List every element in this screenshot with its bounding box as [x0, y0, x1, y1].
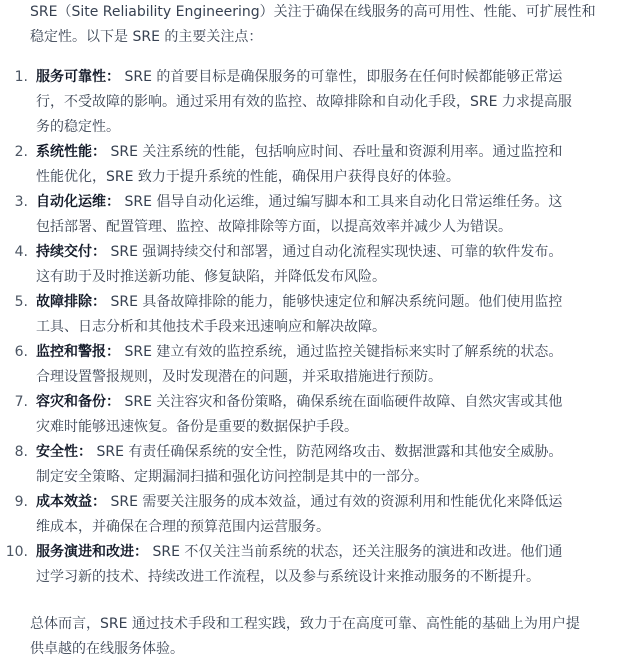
summary-paragraph: 总体而言，SRE 通过技术手段和工程实践，致力于在高度可靠、高性能的基础上为用户提供卓越的在线服务体验。: [30, 616, 580, 657]
list-number: 10.: [5, 544, 28, 560]
list-number: 7.: [14, 394, 28, 410]
list-item: [0, 290, 632, 340]
list-item: [0, 440, 632, 490]
item-text: SRE 建立有效的监控系统，通过监控关键指标来实时了解系统的状态。合理设置警报规则，及时发现潜在的问题，并采取措施进行预防。: [36, 344, 563, 385]
list-number: 5.: [14, 294, 28, 310]
item-text: SRE 强调持续交付和部署，通过自动化流程实现快速、可靠的软件发布。这有助于及时推送新功能、修复缺陷，并降低发布风险。: [36, 244, 563, 285]
item-title: 容灾和备份：: [36, 394, 120, 410]
item-title: 成本效益：: [36, 494, 106, 510]
item-text: SRE 不仅关注当前系统的状态，还关注服务的演进和改进。他们通过学习新的技术、持续改进工作流程，以及参与系统设计来推动服务的不断提升。: [36, 544, 563, 585]
list-item: [0, 540, 632, 590]
list-item: [0, 390, 632, 440]
item-title: 故障排除：: [36, 294, 106, 310]
item-text: SRE 关注容灾和备份策略，确保系统在面临硬件故障、自然灾害或其他灾难时能够迅速恢复。备份是重要的数据保护手段。: [36, 394, 563, 435]
item-title: 持续交付：: [36, 244, 106, 260]
list-item: [0, 490, 632, 540]
item-text: SRE 的首要目标是确保服务的可靠性，即服务在任何时候都能够正常运行，不受故障的影响。通过采用有效的监控、故障排除和自动化手段，SRE 力求提高服务的稳定性。: [36, 69, 572, 135]
list-item: [0, 190, 632, 240]
list-number: 8.: [14, 444, 28, 460]
item-text: SRE 具备故障排除的能力，能够快速定位和解决系统问题。他们使用监控工具、日志分析和其他技术手段来迅速响应和解决故障。: [36, 294, 563, 335]
list-number: 6.: [14, 344, 28, 360]
item-title: 服务可靠性：: [36, 69, 120, 85]
item-text: SRE 倡导自动化运维，通过编写脚本和工具来自动化日常运维任务。这包括部署、配置管理、监控、故障排除等方面，以提高效率并减少人为错误。: [36, 194, 563, 235]
item-title: 安全性：: [36, 444, 92, 460]
list-number: 3.: [14, 194, 28, 210]
list-number: 4.: [14, 244, 28, 260]
item-text: SRE 关注系统的性能，包括响应时间、吞吐量和资源利用率。通过监控和性能优化，SRE 致力于提升系统的性能，确保用户获得良好的体验。: [36, 144, 563, 185]
focus-list: [0, 65, 632, 590]
list-item: [0, 240, 632, 290]
list-item: [0, 340, 632, 390]
list-item: [0, 140, 632, 190]
list-number: 2.: [14, 144, 28, 160]
item-text: SRE 需要关注服务的成本效益，通过有效的资源利用和性能优化来降低运维成本，并确保在合理的预算范围内运营服务。: [36, 494, 563, 535]
item-title: 服务演进和改进：: [36, 544, 148, 560]
intro-paragraph: SRE（Site Reliability Engineering）关注于确保在线服务的高可用性、性能、可扩展性和稳定性。以下是 SRE 的主要关注点：: [30, 4, 596, 45]
item-text: SRE 有责任确保系统的安全性，防范网络攻击、数据泄露和其他安全威胁。制定安全策略、定期漏洞扫描和强化访问控制是其中的一部分。: [36, 444, 563, 485]
list-number: 1.: [14, 69, 28, 85]
item-title: 系统性能：: [36, 144, 106, 160]
item-title: 监控和警报：: [36, 344, 120, 360]
list-number: 9.: [14, 494, 28, 510]
list-item: [0, 65, 632, 140]
item-title: 自动化运维：: [36, 194, 120, 210]
